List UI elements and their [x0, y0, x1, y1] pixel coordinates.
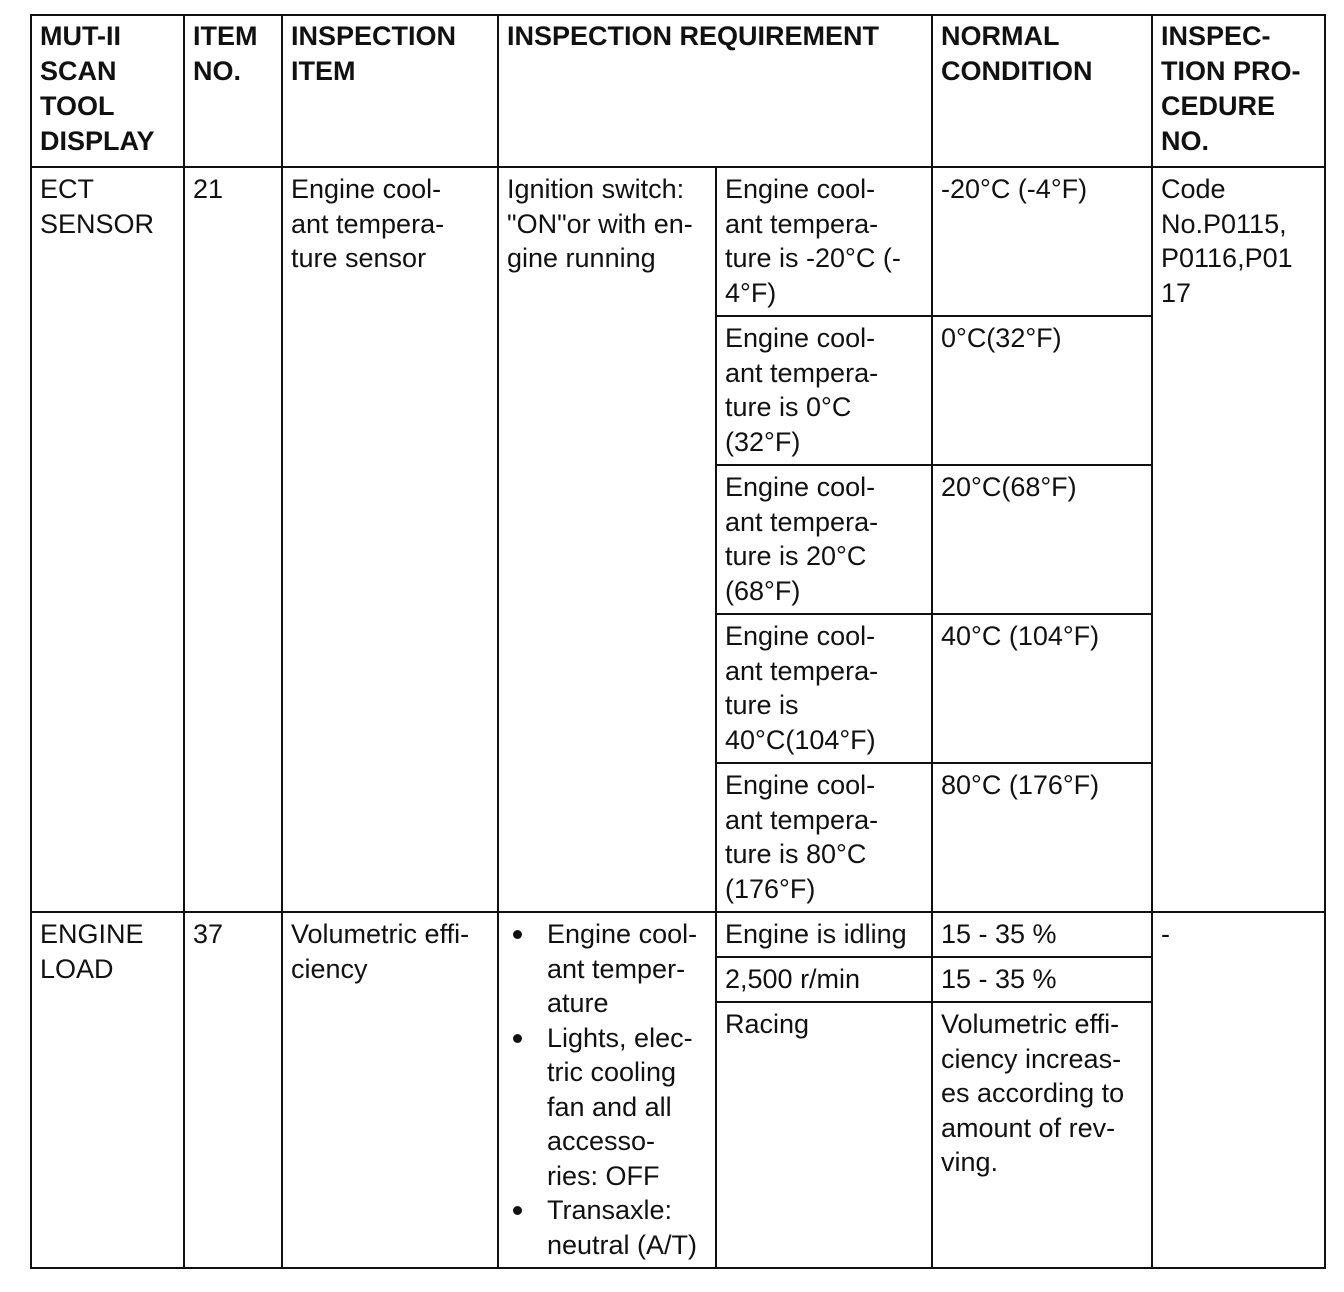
load-condition-cell: Engine is idling: [716, 912, 932, 957]
ect-condition-cell: Engine cool- ant tempera- ture is 40°C(104°F): [716, 614, 932, 763]
load-requirement-list: [507, 917, 707, 1262]
header-item-no: ITEM NO.: [184, 15, 282, 167]
bullet-icon: [513, 930, 522, 939]
ect-normal-cell: 0°C(32°F): [932, 316, 1152, 465]
load-requirement-cell: [498, 912, 716, 1268]
header-normal-condition: NORMAL CONDITION: [932, 15, 1152, 167]
load-normal-cell: 15 - 35 %: [932, 912, 1152, 957]
load-condition-cell: 2,500 r/min: [716, 957, 932, 1002]
list-item: Transaxle: neutral (A/T): [507, 1193, 707, 1262]
header-row: [31, 15, 1325, 167]
load-inspection-item-cell: Volumetric effi- ciency: [282, 912, 498, 1268]
ect-normal-cell: 80°C (176°F): [932, 763, 1152, 912]
table-row: [31, 167, 1325, 316]
inspection-table: [30, 14, 1326, 1269]
load-normal-cell: Volumetric effi- ciency increas- es according to amount of rev- ving.: [932, 1002, 1152, 1268]
header-inspection-item: INSPECTION ITEM: [282, 15, 498, 167]
ect-normal-cell: -20°C (-4°F): [932, 167, 1152, 316]
load-normal-cell: 15 - 35 %: [932, 957, 1152, 1002]
ect-normal-cell: 40°C (104°F): [932, 614, 1152, 763]
ect-condition-cell: Engine cool- ant tempera- ture is -20°C (- 4°F): [716, 167, 932, 316]
bullet-icon: [513, 1206, 522, 1215]
ect-item-no-cell: 21: [184, 167, 282, 912]
list-item: Lights, elec- tric cooling fan and all accesso- ries: OFF: [507, 1021, 707, 1194]
load-item-no-cell: 37: [184, 912, 282, 1268]
load-display-cell: ENGINE LOAD: [31, 912, 184, 1268]
ect-normal-cell: 20°C(68°F): [932, 465, 1152, 614]
header-inspection-procedure-no: INSPEC- TION PRO- CEDURE NO.: [1152, 15, 1325, 167]
load-procedure-cell: -: [1152, 912, 1325, 1268]
bullet-icon: [513, 1034, 522, 1043]
list-item: Engine cool- ant temper- ature: [507, 917, 707, 1021]
ect-procedure-cell: Code No.P0115, P0116,P01 17: [1152, 167, 1325, 912]
ect-requirement-cell: Ignition switch: "ON"or with en- gine running: [498, 167, 716, 912]
ect-condition-cell: Engine cool- ant tempera- ture is 80°C (176°F): [716, 763, 932, 912]
ect-condition-cell: Engine cool- ant tempera- ture is 0°C (32°F): [716, 316, 932, 465]
header-inspection-requirement: INSPECTION REQUIREMENT: [498, 15, 932, 167]
ect-display-cell: ECT SENSOR: [31, 167, 184, 912]
ect-inspection-item-cell: Engine cool- ant tempera- ture sensor: [282, 167, 498, 912]
load-condition-cell: Racing: [716, 1002, 932, 1268]
ect-condition-cell: Engine cool- ant tempera- ture is 20°C (68°F): [716, 465, 932, 614]
header-scan-tool-display: MUT-II SCAN TOOL DISPLAY: [31, 15, 184, 167]
table-row: [31, 912, 1325, 957]
